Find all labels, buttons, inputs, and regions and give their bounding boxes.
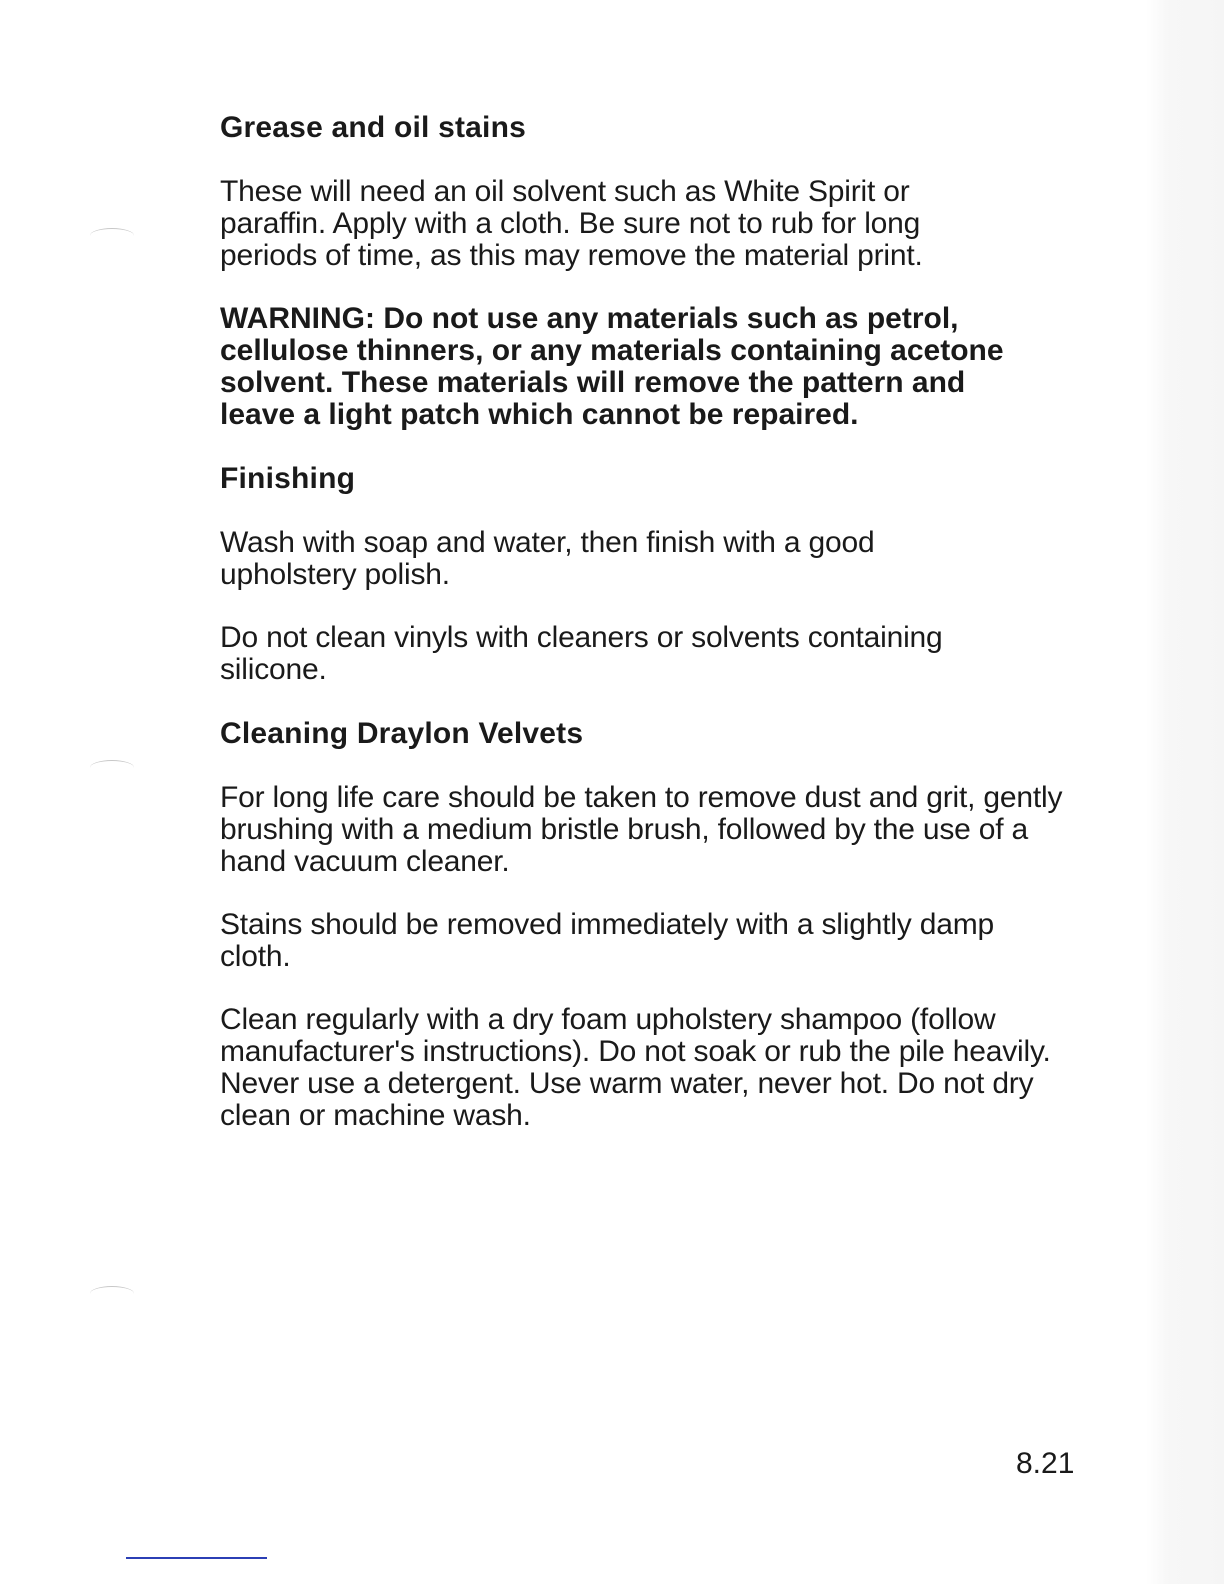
bottom-rule-line <box>126 1557 267 1559</box>
section-heading-finishing: Finishing <box>220 462 356 495</box>
paragraph-draylon-stains: Stains should be removed immediately with a slightly damp cloth. <box>220 908 994 973</box>
punch-hole-mark <box>90 228 134 243</box>
paragraph-finishing-wash: Wash with soap and water, then finish with a good upholstery polish. <box>220 526 875 591</box>
section-heading-draylon: Cleaning Draylon Velvets <box>220 717 584 750</box>
punch-hole-mark <box>90 1286 134 1301</box>
section-heading-grease: Grease and oil stains <box>220 111 526 144</box>
punch-hole-mark <box>90 760 134 775</box>
document-body <box>220 108 1080 1132</box>
paragraph-draylon-dust: For long life care should be taken to remove dust and grit, gently brushing with a medium bristle brush, followed by the use of a hand vacuum cleaner. <box>220 781 1063 878</box>
page-number: 8.21 <box>1016 1447 1075 1480</box>
paragraph-finishing-silicone: Do not clean vinyls with cleaners or solvents containing silicone. <box>220 621 943 686</box>
paragraph-draylon-cleaning: Clean regularly with a dry foam upholstery shampoo (follow manufacturer's instructions). Do not soak or rub the pile heavily. Never use a detergent. Use warm water, never hot. Do not dry clean or machine wash. <box>220 1003 1051 1132</box>
paragraph-grease-instructions: These will need an oil solvent such as White Spirit or paraffin. Apply with a cloth. Be sure not to rub for long periods of time, as this may remove the material print. <box>220 175 923 272</box>
warning-paragraph: WARNING: Do not use any materials such as petrol, cellulose thinners, or any materials containing acetone solvent. These materials will remove the pattern and leave a light patch which cannot be repaired. <box>220 302 1004 431</box>
page-edge-shadow <box>1146 0 1224 1584</box>
